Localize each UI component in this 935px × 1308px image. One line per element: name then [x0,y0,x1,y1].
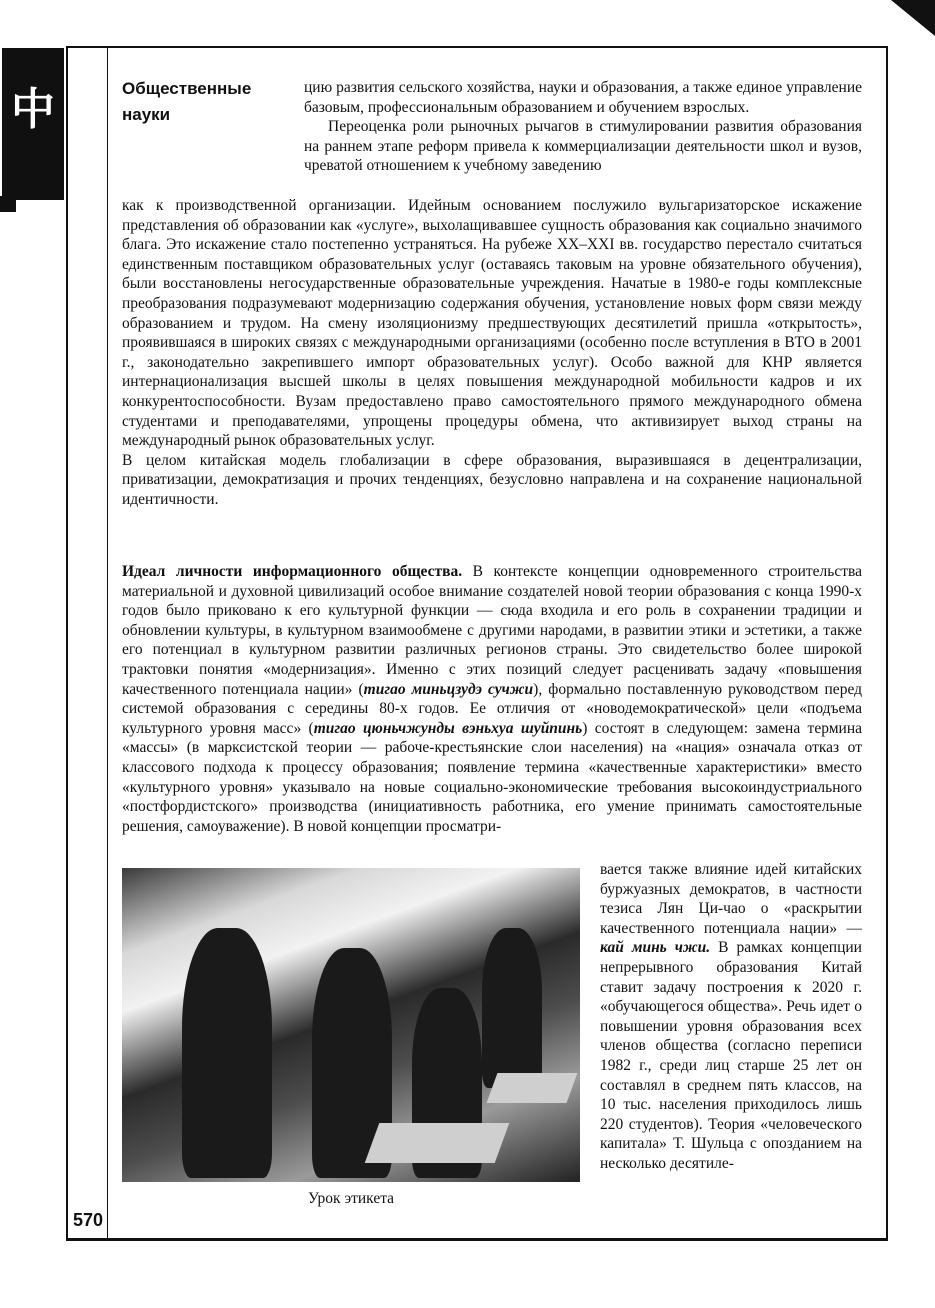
etiquette-lesson-photo [122,868,580,1182]
chinese-term: тигао миньцзудэ сучжи [363,680,534,698]
text-span: ), формально поставленную руководством перед системой образования с середины 80-х годов. Ее отличия от «новодемократической» цели «подъема культурного уровня масс» ( [122,680,863,737]
text-span: ) состоят в следующем: замена термина «массы» (в марксистской теории — рабоче-крестьянские слои населения) на «нация» означала отказ от классового подхода к процессу образования; появление термина «качественные характеристики» вместо «культурного уровня» указывало на новые социально-экономические требования высокоиндустриального «постфордистского» производства (инициативность работника, его умение принимать самостоятельные решения, самоуважение). В новой концепции просматри- [122,719,862,835]
chinese-term: кай минь чжи. [600,939,711,957]
chapter-glyph: 中 [11,85,55,134]
paragraph [122,562,862,836]
page-number: 570 [72,1210,104,1230]
tab-tick [0,196,16,212]
chinese-term: тигао цюньчжунды вэньхуа шуйпинь [313,719,583,737]
paragraph: Переоценка роли рыночных рычагов в стимулировании развития образования на раннем этапе реформ привела к коммерциализации деятельности школ и вузов, чреватой отношением к учебному заведению [304,118,862,175]
main-text-block [122,196,862,510]
narrow-text-block [600,860,862,1174]
frame-border-left [66,46,68,1240]
frame-border-bottom [66,1238,888,1241]
top-text-block [304,78,862,176]
section-lead: Идеал личности информационного общества. [122,563,463,580]
frame-border-top [66,46,888,48]
text-span: В контексте концепции одновременного строительства материальной и духовной цивилизаций особое внимание создателей новой теории образования с конца 1990-х годов было приковано к его культурной функции — сюда входила и его роль в сохранении традиции и обновлении культуры, в культурном взаимообмене с другими народами, в развитии этики и эстетики, а также его потенциал в культурном развитии различных регионов страны. Это свидетельство более широкой трактовки понятия «модернизация». Именно с этих позиций следует расценивать задачу «повышения качественного потенциала нации» ( [122,563,863,698]
ideal-section-block [122,562,862,836]
text-span: вается также влияние идей китайских буржуазных демократов, в частности тезиса Лян Ци-чао о «раскрытии качественного потенциала нации» — [600,861,862,937]
photo-caption: Урок этикета [307,1190,395,1207]
frame-border-right [886,46,888,1240]
paragraph [600,860,862,1174]
paragraph: В целом китайская модель глобализации в сфере образования, выразившаяся в децентрализации, приватизации, демократизация и прочих тенденциях, безусловно направлена и на сохранение национальной идентичности. [122,451,862,508]
paragraph: как к производственной организации. Идейным основанием послужило вульгаризаторское искажение представления об образовании как «услуге», выхолащивавшее сущность образования как социально значимого блага. Это искажение стало постепенно устраняться. На рубеже XX–XXI вв. государство перестало считаться единственным поставщиком образовательных услуг (оставаясь таковым на уровне обязательного обучения), были восстановлены негосударственные образовательные учреждения. Начатые в 1980-е годы комплексные преобразования подразумевают модернизацию содержания обучения, установление новых форм связи между образованием и трудом. На смену изоляционизму предшествующих десятилетий пришла «открытость», проявившаяся в широких связях с международными организациями (особенно после вступления в ВТО в 2001 г., законодательно закрепившего импорт образовательных услуг). Особо важной для КНР является интернационализация высшей школы в целях повышения международной мобильности кадров и их конкурентоспособности. Вузам предоставлено право самостоятельного прямого международного обмена студентами и преподавателями, упрощены процедуры обмена, что активизирует выход страны на международный рынок образовательных услуг. [122,197,862,450]
paragraph: цию развития сельского хозяйства, науки и образования, а также единое управление базовым, профессиональным образованием и обучением взрослых. [304,79,862,116]
margin-rule [107,46,108,1240]
corner-marker [891,0,935,36]
text-span: В рамках концепции непрерывного образования Китай ставит задачу построения к 2020 г. «обучающегося общества». Речь идет о повышении уровня образования всех членов общества (согласно переписи 1982 г., среди лиц старше 25 лет он составлял в среднем пять классов, на 10 тыс. населения приходилось лишь 220 студентов). Теория «человеческого капитала» Т. Шульца с опозданием на несколько десятиле- [600,939,862,1172]
section-title: Общественные науки [122,79,252,124]
